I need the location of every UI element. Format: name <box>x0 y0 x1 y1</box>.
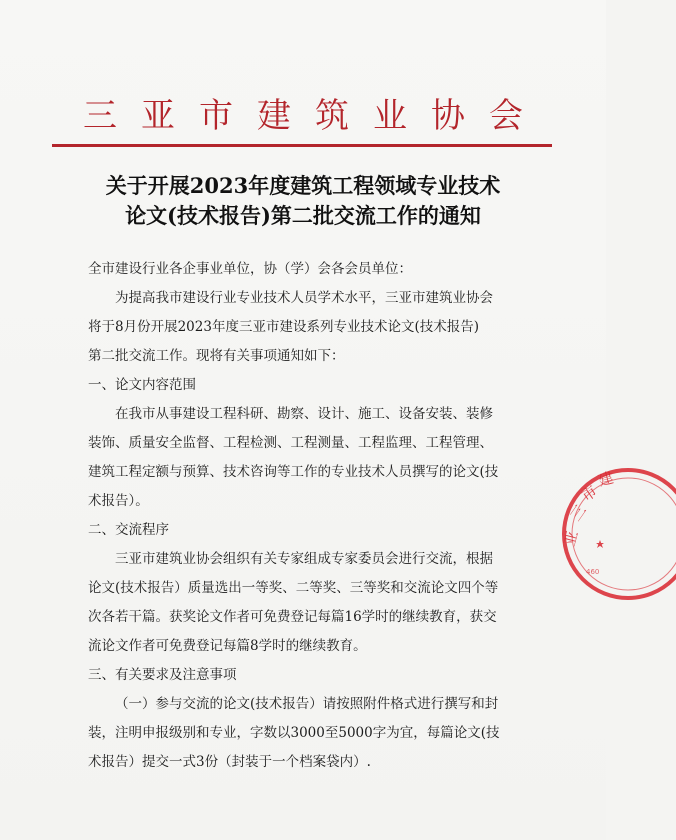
section-1-line: 建筑工程定额与预算、技术咨询等工作的专业技术人员撰写的论文(技 <box>88 464 499 480</box>
section-3-paragraph <box>88 690 528 777</box>
svg-text:建: 建 <box>596 468 616 490</box>
section-2-line: 次各若干篇。获奖论文作者可免费登记每篇16学时的继续教育，获交 <box>88 609 497 625</box>
intro-line: 将于8月份开展2023年度三亚市建设系列专业技术论文(技术报告) <box>88 319 479 335</box>
section-heading-1: 一、论文内容范围 <box>88 377 196 393</box>
section-3-line: 术报告）提交一式3份（封装于一个档案袋内）. <box>88 754 371 770</box>
salutation-text: 全市建设行业各企事业单位，协（学）会各会员单位： <box>88 261 412 277</box>
svg-text:三: 三 <box>566 501 590 525</box>
section-2-line: 三亚市建筑业协会组织有关专家组成专家委员会进行交流，根据 <box>115 551 493 567</box>
section-2-line: 论文(技术报告）质量选出一等奖、二等奖、三等奖和交流论文四个等 <box>88 580 499 596</box>
svg-text:460: 460 <box>586 568 600 576</box>
section-2-paragraph <box>88 545 528 661</box>
notice-title-line-1: 关于开展2023年度建筑工程领域专业技术 <box>105 173 501 198</box>
section-2-line: 流论文作者可免费登记每篇8学时的继续教育。 <box>88 638 367 654</box>
section-3-line: 装，注明申报级别和专业，字数以3000至5000字为宜，每篇论文(技 <box>88 725 500 741</box>
section-1-line: 装饰、质量安全监督、工程检测、工程测量、工程监理、工程管理、 <box>88 435 493 451</box>
section-heading-2: 二、交流程序 <box>88 522 169 538</box>
svg-text:亚: 亚 <box>560 528 582 549</box>
section-1-line: 术报告）。 <box>88 493 149 509</box>
section-1-paragraph <box>88 400 528 516</box>
section-3-line: （一）参与交流的论文(技术报告）请按照附件格式进行撰写和封 <box>115 696 499 712</box>
intro-line: 为提高我市建设行业专业技术人员学术水平，三亚市建筑业协会 <box>115 290 493 306</box>
official-seal <box>556 462 676 632</box>
intro-paragraph <box>88 284 528 371</box>
letterhead-org-name: 三亚市建筑业协会 <box>83 96 547 136</box>
notice-title-line-2: 论文(技术报告)第二批交流工作的通知 <box>125 203 481 228</box>
section-heading-3: 三、有关要求及注意事项 <box>88 667 237 683</box>
section-1-line: 在我市从事建设工程科研、勘察、设计、施工、设备安装、装修 <box>115 406 493 422</box>
intro-line: 第二批交流工作。现将有关事项通知如下： <box>88 348 345 364</box>
salutation <box>88 255 528 284</box>
svg-text:市: 市 <box>577 481 601 506</box>
seal-stamp-graphic <box>556 462 616 612</box>
letterhead-rule <box>52 144 552 147</box>
